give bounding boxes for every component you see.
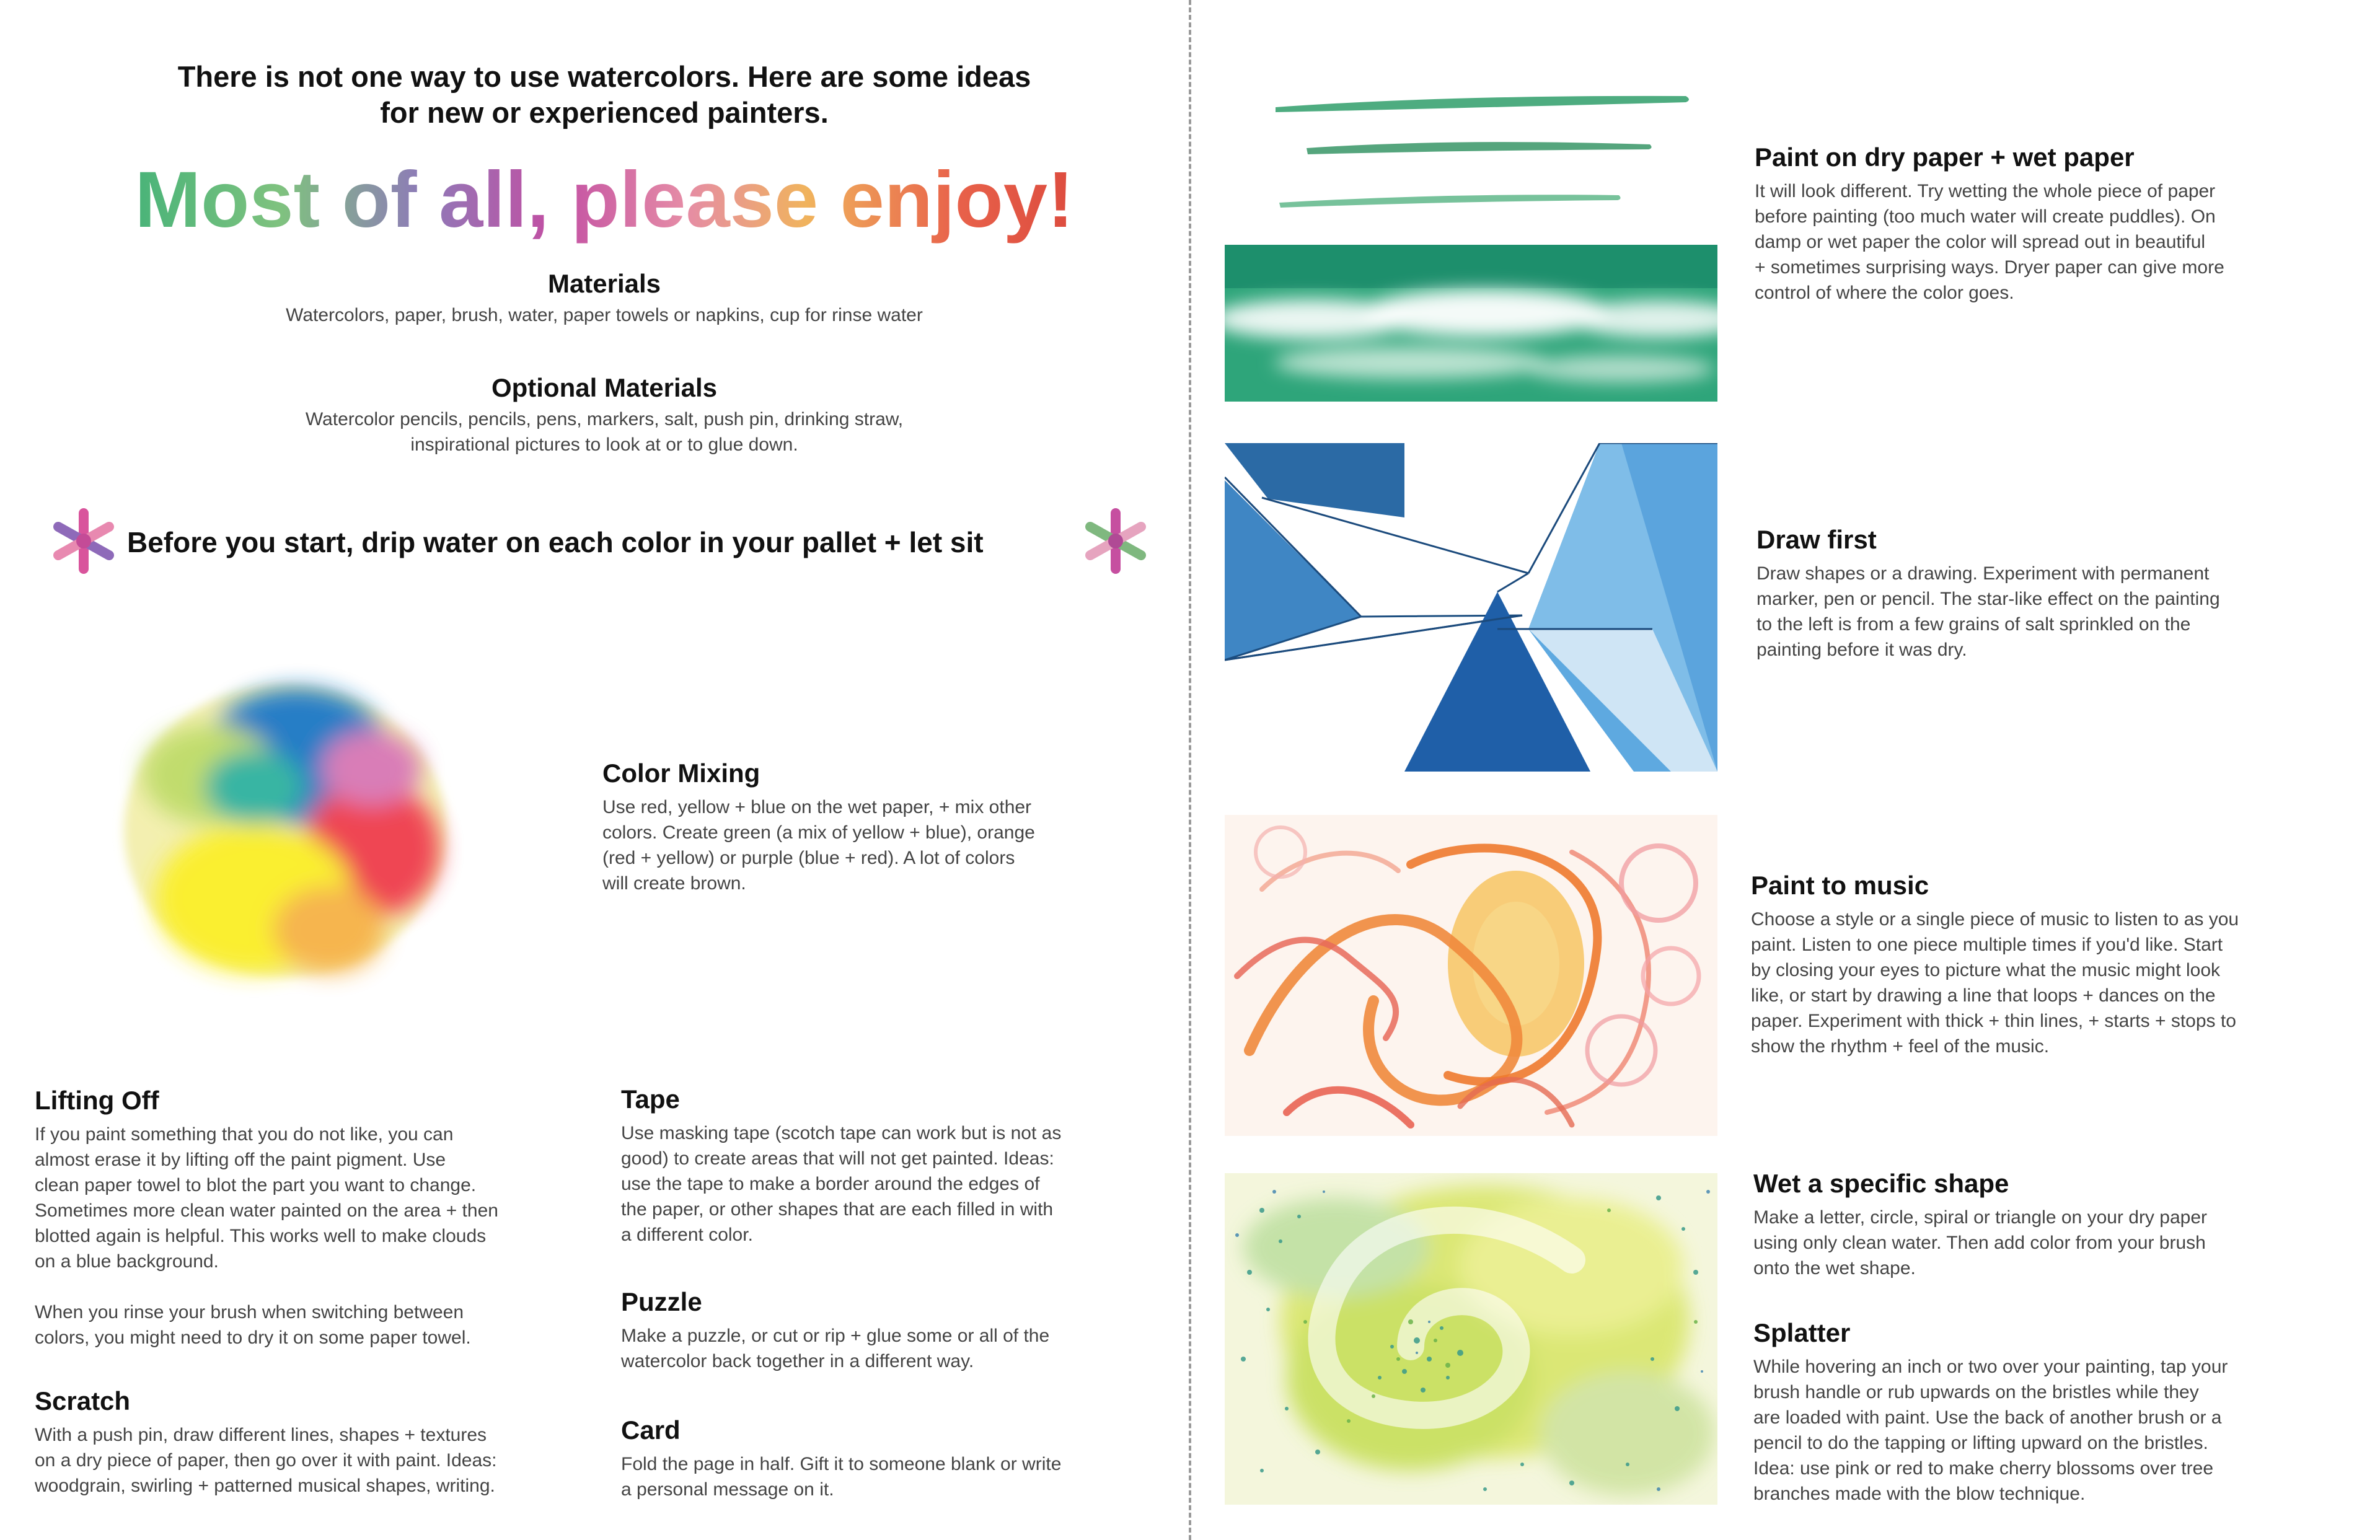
lifting-off-line: When you rinse your brush when switching between xyxy=(35,1302,464,1322)
tape-title: Tape xyxy=(621,1085,680,1114)
wet-shape-line: onto the wet shape. xyxy=(1753,1258,1916,1278)
asterisk-icon xyxy=(50,507,118,575)
draw-first-line: painting before it was dry. xyxy=(1756,640,1967,660)
scratch-line: woodgrain, swirling + patterned musical shapes, writing. xyxy=(35,1476,495,1496)
splatter-title: Splatter xyxy=(1753,1318,1851,1347)
lifting-off-line: blotted again is helpful. This works well to make clouds xyxy=(35,1226,487,1246)
lifting-off-line: If you paint something that you do not like, you can xyxy=(35,1124,454,1145)
materials-title: Materials xyxy=(547,269,661,298)
optional-materials-line-1: Watercolor pencils, pencils, pens, markers, salt, push pin, drinking straw, xyxy=(305,409,904,429)
card-section xyxy=(621,1414,1166,1502)
wet-paper-painting xyxy=(1225,245,1717,402)
materials-section xyxy=(112,268,1097,328)
lifting-off-spacer xyxy=(35,1274,593,1300)
color-mixing-line: will create brown. xyxy=(602,873,746,894)
lifting-off-line: Sometimes more clean water painted on the area + then xyxy=(35,1200,498,1221)
tape-section xyxy=(621,1083,1166,1247)
lifting-off-line: on a blue background. xyxy=(35,1251,219,1272)
drip-tip: Before you start, drip water on each color in your pallet + let sit xyxy=(127,526,984,558)
puzzle-section xyxy=(621,1286,1166,1374)
lifting-off-title: Lifting Off xyxy=(35,1086,159,1115)
splatter-line: pencil to do the tapping or lifting upward on the bristles. xyxy=(1753,1433,2208,1453)
wet-shape-section xyxy=(1753,1168,2348,1281)
splatter-line: brush handle or rub upwards on the bristles while they xyxy=(1753,1382,2199,1402)
dry-wet-section xyxy=(1755,141,2350,306)
paint-to-music-line: show the rhythm + feel of the music. xyxy=(1751,1036,2050,1057)
optional-materials-line-2: inspirational pictures to look at or to glue down. xyxy=(410,434,798,455)
draw-first-painting xyxy=(1225,443,1717,772)
scratch-line: on a dry piece of paper, then go over it with paint. Ideas: xyxy=(35,1450,497,1471)
tape-line: the paper, or other shapes that are each filled in with xyxy=(621,1199,1054,1220)
lifting-off-line: colors, you might need to dry it on some paper towel. xyxy=(35,1327,471,1348)
dry-wet-line: before painting (too much water will create puddles). On xyxy=(1755,206,2216,227)
color-mixing-line: (red + yellow) or purple (blue + red). A lot of colors xyxy=(602,848,1015,868)
splatter-line: branches made with the blow technique. xyxy=(1753,1484,2086,1504)
scratch-section xyxy=(35,1385,593,1498)
splatter-line: Idea: use pink or red to make cherry blossoms over tree xyxy=(1753,1458,2214,1479)
puzzle-line: Make a puzzle, or cut or rip + glue some or all of the xyxy=(621,1326,1050,1346)
paint-to-music-line: like, or start by drawing a line that loops + dances on the xyxy=(1751,985,2216,1006)
color-mixing-section xyxy=(602,757,1148,896)
splatter-painting xyxy=(1225,1173,1717,1505)
card-line: a personal message on it. xyxy=(621,1479,834,1500)
puzzle-title: Puzzle xyxy=(621,1287,702,1316)
tape-line: use the tape to make a border around the edges of xyxy=(621,1174,1040,1194)
splatter-line: are loaded with paint. Use the back of another brush or a xyxy=(1753,1407,2222,1428)
intro-line-2: for new or experienced painters. xyxy=(380,96,829,129)
paint-to-music-line: Choose a style or a single piece of music to listen to as you xyxy=(1751,909,2239,930)
tape-line: good) to create areas that will not get painted. Ideas: xyxy=(621,1148,1054,1169)
wet-shape-line: Make a letter, circle, spiral or triangle on your dry paper xyxy=(1753,1207,2207,1228)
wet-shape-line: using only clean water. Then add color from your brush xyxy=(1753,1233,2206,1253)
brush-strokes-painting xyxy=(1264,84,1698,220)
lifting-off-line: clean paper towel to blot the part you want to change. xyxy=(35,1175,477,1195)
dry-wet-line: It will look different. Try wetting the whole piece of paper xyxy=(1755,181,2216,201)
materials-text: Watercolors, paper, brush, water, paper towels or napkins, cup for rinse water xyxy=(286,305,923,325)
tape-line: Use masking tape (scotch tape can work but is not as xyxy=(621,1123,1062,1143)
paint-to-music-line: by closing your eyes to picture what the music might look xyxy=(1751,960,2221,980)
draw-first-line: Draw shapes or a drawing. Experiment with permanent xyxy=(1756,563,2210,584)
fold-divider xyxy=(1189,0,1191,1540)
intro-text xyxy=(112,59,1097,131)
paint-to-music-title: Paint to music xyxy=(1751,871,1929,900)
paint-to-music-line: paper. Experiment with thick + thin lines, + starts + stops to xyxy=(1751,1011,2236,1031)
scratch-line: With a push pin, draw different lines, shapes + textures xyxy=(35,1425,487,1445)
color-mixing-painting xyxy=(105,663,477,998)
headline: Most of all, please enjoy! xyxy=(99,154,1109,247)
optional-materials-title: Optional Materials xyxy=(491,373,718,402)
optional-materials-section xyxy=(112,372,1097,457)
draw-first-section xyxy=(1756,524,2351,662)
puzzle-line: watercolor back together in a different way. xyxy=(621,1351,974,1371)
wet-shape-title: Wet a specific shape xyxy=(1753,1169,2009,1198)
paint-to-music-painting xyxy=(1225,815,1717,1136)
paint-to-music-section xyxy=(1751,869,2358,1059)
splatter-line: While hovering an inch or two over your painting, tap your xyxy=(1753,1357,2228,1377)
lifting-off-line: almost erase it by lifting off the paint pigment. Use xyxy=(35,1150,446,1170)
dry-wet-line: control of where the color goes. xyxy=(1755,283,2014,303)
card-line: Fold the page in half. Gift it to someone blank or write xyxy=(621,1454,1062,1474)
paint-to-music-line: paint. Listen to one piece multiple times if you'd like. Start xyxy=(1751,935,2223,955)
dry-wet-line: damp or wet paper the color will spread out in beautiful xyxy=(1755,232,2206,252)
intro-line-1: There is not one way to use watercolors. Here are some ideas xyxy=(177,60,1031,93)
card-title: Card xyxy=(621,1415,681,1445)
asterisk-icon xyxy=(1082,507,1150,575)
dry-wet-title: Paint on dry paper + wet paper xyxy=(1755,143,2135,172)
lifting-off-section xyxy=(35,1085,593,1350)
color-mixing-title: Color Mixing xyxy=(602,759,760,788)
draw-first-title: Draw first xyxy=(1756,525,1877,554)
draw-first-line: to the left is from a few grains of salt sprinkled on the xyxy=(1756,614,2191,635)
color-mixing-line: colors. Create green (a mix of yellow + blue), orange xyxy=(602,822,1035,843)
tape-line: a different color. xyxy=(621,1225,753,1245)
scratch-title: Scratch xyxy=(35,1386,131,1415)
draw-first-line: marker, pen or pencil. The star-like effect on the painting xyxy=(1756,589,2220,609)
dry-wet-line: + sometimes surprising ways. Dryer paper can give more xyxy=(1755,257,2224,278)
color-mixing-line: Use red, yellow + blue on the wet paper, + mix other xyxy=(602,797,1032,817)
splatter-section xyxy=(1753,1317,2348,1507)
